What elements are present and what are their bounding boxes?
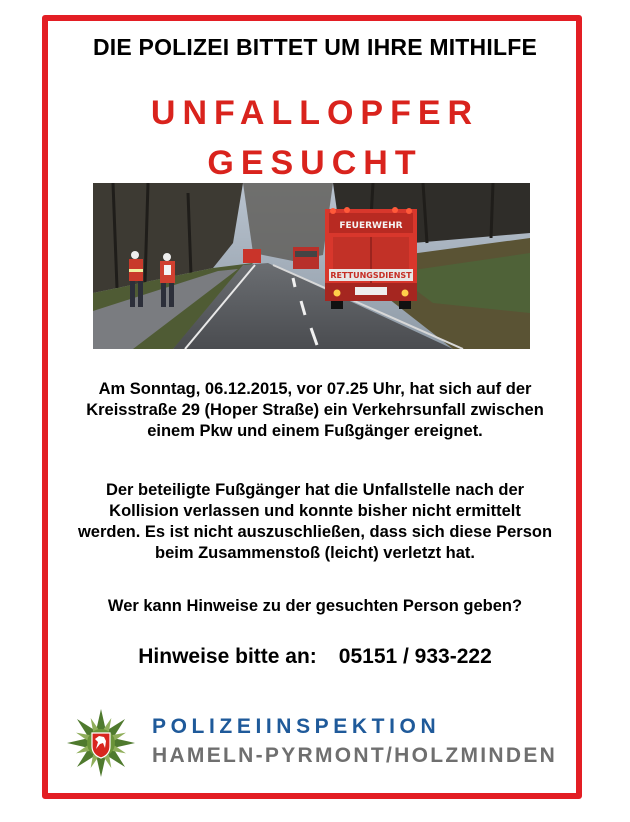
text-line: werden. Es ist nicht auszuschließen, dass sich diese Person — [77, 523, 553, 541]
ambulance-text-bottom: RETTUNGSDIENST — [330, 271, 412, 280]
headline-line2: GESUCHT — [207, 144, 423, 182]
phone-number[interactable]: 05151 / 933-222 — [338, 645, 492, 668]
text-line: einem Pkw und einem Fußgänger ereignet. — [147, 422, 483, 440]
incident-paragraph — [42, 379, 588, 442]
text-line: Der beteiligte Fußgänger hat die Unfallstelle nach der — [105, 481, 525, 499]
text-line: beim Zusammenstoß (leicht) verletzt hat. — [155, 544, 475, 562]
text-line: Kreisstraße 29 (Hoper Straße) ein Verkehrsunfall zwischen — [86, 401, 544, 419]
org-name-line2: HAMELN-PYRMONT/HOLZMINDEN — [152, 744, 558, 767]
accident-scene-photo — [93, 183, 530, 349]
appeal-question: Wer kann Hinweise zu der gesuchten Person geben? — [107, 597, 523, 615]
ambulance-text-top: FEUERWEHR — [339, 221, 403, 231]
text-line: Kollision verlassen und konnte bisher nicht ermittelt — [109, 502, 521, 520]
police-star-icon — [66, 708, 136, 778]
poster-title: DIE POLIZEI BITTET UM IHRE MITHILFE — [93, 34, 537, 60]
headline-line1: UNFALLOPFER — [150, 94, 480, 132]
pedestrian-paragraph — [42, 480, 588, 564]
org-name-line1: POLIZEIINSPEKTION — [152, 715, 441, 738]
text-line: Am Sonntag, 06.12.2015, vor 07.25 Uhr, hat sich auf der — [98, 380, 532, 398]
contact-label: Hinweise bitte an: — [138, 645, 317, 668]
contact-line — [42, 645, 588, 669]
